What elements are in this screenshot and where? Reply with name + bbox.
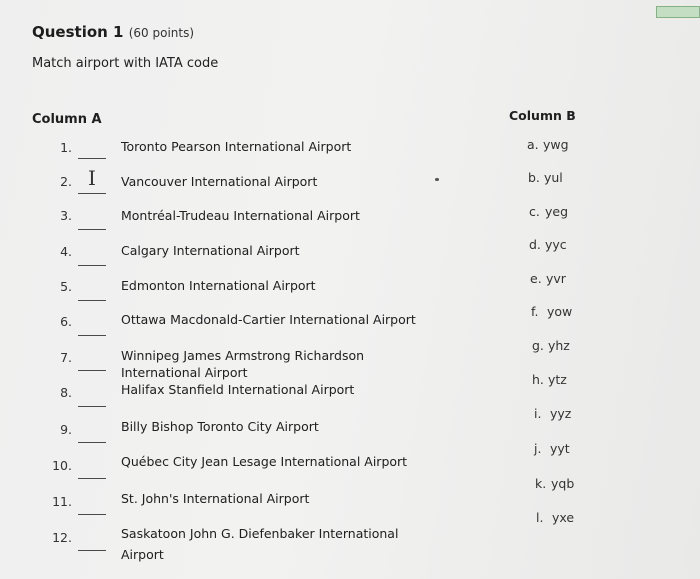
answer-blank-10[interactable] bbox=[78, 478, 106, 479]
answer-blank-12[interactable] bbox=[78, 550, 106, 551]
answer-blank-1[interactable] bbox=[78, 158, 106, 159]
option-code: yow bbox=[546, 304, 573, 319]
answer-blank-5[interactable] bbox=[78, 300, 106, 301]
airport-name: Winnipeg James Armstrong Richardson bbox=[121, 348, 365, 363]
airport-name-continued: International Airport bbox=[121, 365, 248, 380]
answer-blank-6[interactable] bbox=[78, 335, 106, 336]
option-letter: j. bbox=[534, 441, 542, 456]
option-a bbox=[527, 137, 569, 152]
airport-name: Ottawa Macdonald-Cartier International Airport bbox=[121, 312, 416, 327]
option-e bbox=[530, 271, 566, 286]
answer-blank-11[interactable] bbox=[78, 514, 106, 515]
row-number: 10. bbox=[52, 458, 72, 473]
option-c bbox=[529, 204, 568, 219]
option-j bbox=[534, 441, 570, 456]
question-title bbox=[32, 23, 194, 41]
row-number: 11. bbox=[52, 494, 72, 509]
row-number: 1. bbox=[60, 140, 72, 155]
option-f bbox=[531, 304, 572, 319]
option-letter: a. bbox=[527, 137, 539, 152]
option-letter: g. bbox=[532, 338, 544, 353]
progress-indicator bbox=[656, 6, 700, 18]
airport-name: Saskatoon John G. Diefenbaker International bbox=[121, 526, 399, 541]
option-i bbox=[534, 406, 571, 421]
option-letter: i. bbox=[534, 406, 542, 421]
text-cursor-icon: I bbox=[88, 166, 96, 190]
row-number: 9. bbox=[60, 422, 72, 437]
option-code: yyt bbox=[549, 441, 570, 456]
option-b bbox=[528, 170, 563, 185]
option-code: yyc bbox=[544, 237, 567, 252]
row-number: 7. bbox=[60, 350, 72, 365]
option-l bbox=[536, 510, 574, 525]
option-code: yvr bbox=[545, 271, 566, 286]
column-b-heading: Column B bbox=[509, 108, 576, 123]
question-points: (60 points) bbox=[128, 26, 195, 40]
option-letter: c. bbox=[529, 204, 540, 219]
speck bbox=[435, 178, 439, 181]
airport-name-continued: Airport bbox=[121, 547, 164, 562]
row-number: 6. bbox=[60, 314, 72, 329]
answer-blank-4[interactable] bbox=[78, 265, 106, 266]
option-g bbox=[532, 338, 570, 353]
answer-blank-8[interactable] bbox=[78, 406, 106, 407]
airport-name: Québec City Jean Lesage International Airport bbox=[121, 454, 408, 469]
option-code: yyz bbox=[549, 406, 572, 421]
airport-name: Montréal-Trudeau International Airport bbox=[121, 208, 360, 223]
airport-name: Vancouver International Airport bbox=[121, 174, 318, 189]
answer-blank-7[interactable] bbox=[78, 370, 106, 371]
row-number: 4. bbox=[60, 244, 72, 259]
option-letter: b. bbox=[528, 170, 540, 185]
row-number: 3. bbox=[60, 208, 72, 223]
option-letter: d. bbox=[529, 237, 541, 252]
option-code: yqb bbox=[550, 476, 575, 491]
answer-blank-3[interactable] bbox=[78, 229, 106, 230]
option-letter: k. bbox=[535, 476, 547, 491]
option-code: ywg bbox=[542, 137, 569, 152]
option-letter: e. bbox=[530, 271, 542, 286]
option-code: ytz bbox=[547, 372, 567, 387]
option-d bbox=[529, 237, 567, 252]
option-code: yhz bbox=[547, 338, 570, 353]
option-letter: h. bbox=[532, 372, 544, 387]
question-title-text: Question 1 bbox=[32, 23, 124, 41]
row-number: 12. bbox=[52, 530, 72, 545]
column-a-heading: Column A bbox=[32, 112, 102, 127]
option-code: yeg bbox=[544, 204, 569, 219]
airport-name: Billy Bishop Toronto City Airport bbox=[121, 419, 319, 434]
airport-name: Halifax Stanfield International Airport bbox=[121, 382, 355, 397]
answer-blank-2[interactable] bbox=[78, 193, 106, 194]
airport-name: Toronto Pearson International Airport bbox=[121, 139, 352, 154]
option-h bbox=[532, 372, 567, 387]
answer-blank-9[interactable] bbox=[78, 442, 106, 443]
option-letter: f. bbox=[531, 304, 539, 319]
row-number: 2. bbox=[60, 174, 72, 189]
option-code: yul bbox=[543, 170, 563, 185]
airport-name: Calgary International Airport bbox=[121, 243, 300, 258]
option-code: yxe bbox=[551, 510, 575, 525]
row-number: 8. bbox=[60, 385, 72, 400]
option-letter: l. bbox=[536, 510, 544, 525]
airport-name: St. John's International Airport bbox=[121, 491, 310, 506]
option-k bbox=[535, 476, 574, 491]
airport-name: Edmonton International Airport bbox=[121, 278, 316, 293]
row-number: 5. bbox=[60, 279, 72, 294]
question-instruction: Match airport with IATA code bbox=[32, 56, 219, 71]
